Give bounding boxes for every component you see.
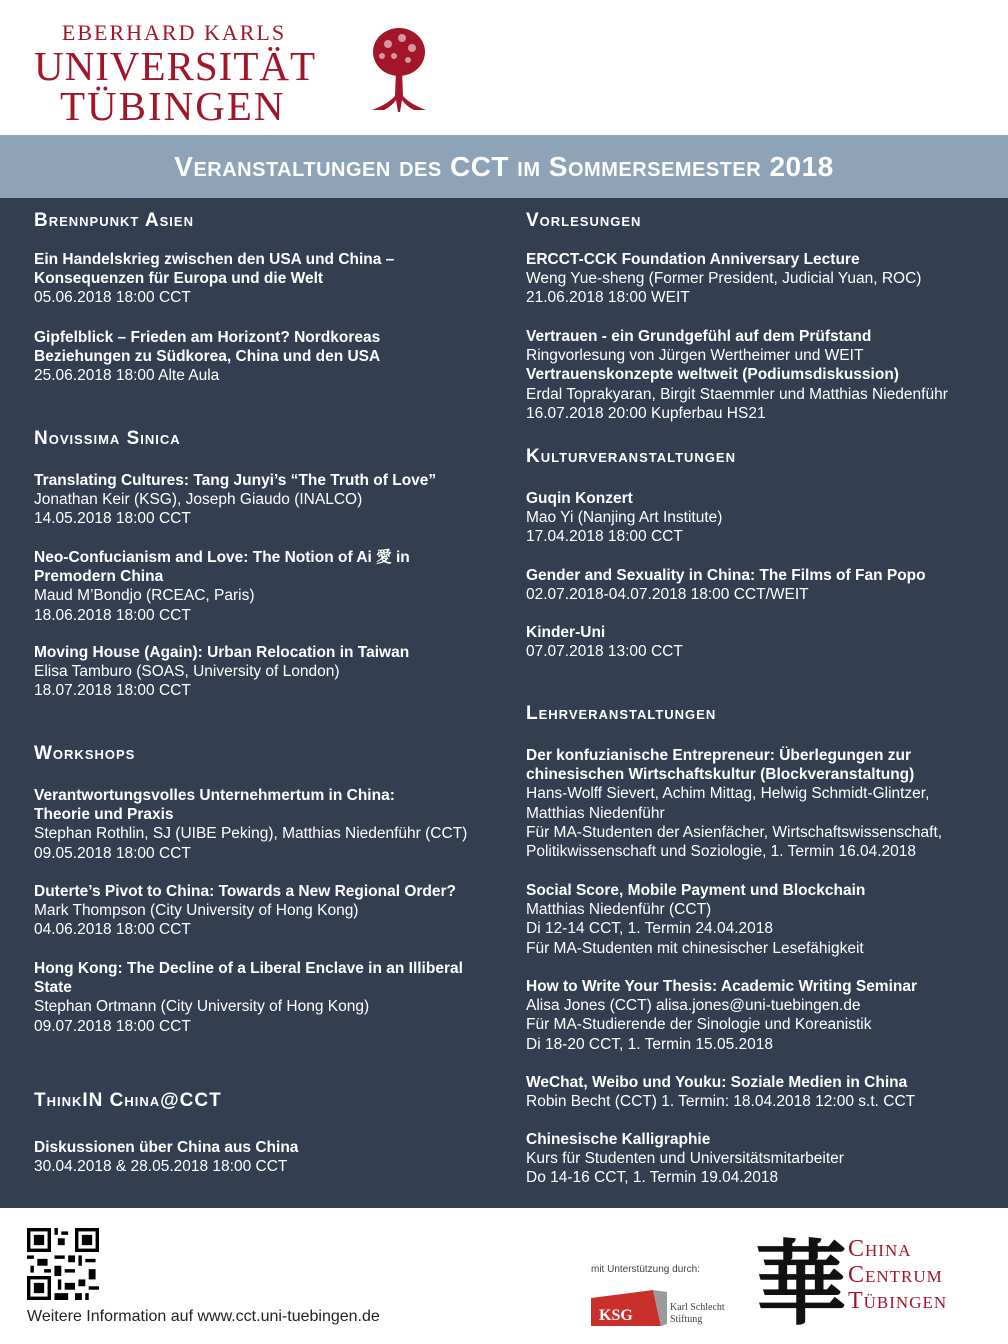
cct-logo-line: Tübingen (848, 1288, 948, 1314)
event-title: Gender and Sexuality in China: The Films of Fan Popo (526, 567, 926, 584)
event-item (34, 328, 504, 386)
event-detail: Di 18-20 CCT, 1. Termin 15.05.2018 (526, 1035, 773, 1053)
footer (0, 1208, 1008, 1344)
event-item (526, 250, 996, 308)
event-detail: 18.07.2018 18:00 CCT (34, 682, 191, 700)
event-item (526, 1073, 996, 1111)
event-detail: 09.05.2018 18:00 CCT (34, 844, 191, 862)
support-label: mit Unterstützung durch: (591, 1264, 700, 1275)
event-title: Verantwortungsvolles Unternehmertum in China: (34, 787, 395, 804)
event-detail: Stephan Rothlin, SJ (UIBE Peking), Matthias Niedenführ (CCT) (34, 825, 468, 843)
event-detail: 09.07.2018 18:00 CCT (34, 1017, 191, 1035)
event-detail: 14.05.2018 18:00 CCT (34, 510, 191, 528)
event-title: How to Write Your Thesis: Academic Writing Seminar (526, 978, 918, 995)
section-heading-workshops: Workshops (34, 743, 136, 764)
event-title: Duterte’s Pivot to China: Towards a New Regional Order? (34, 883, 457, 900)
event-title: Theorie und Praxis (34, 806, 174, 824)
event-title: Vertrauen - ein Grundgefühl auf dem Prüfstand (526, 328, 872, 345)
event-title: Konsequenzen für Europa und die Welt (34, 270, 324, 288)
university-logo-line3: TÜBINGEN (60, 83, 286, 129)
ksg-name (670, 1302, 725, 1326)
hua-character: 華 (755, 1230, 848, 1338)
event-detail: Ringvorlesung von Jürgen Wertheimer und WEIT (526, 347, 864, 365)
title-banner (0, 135, 1008, 198)
section-heading-lehr: Lehrveranstaltungen (526, 703, 717, 724)
ksg-name-line: Karl Schlecht (670, 1302, 725, 1313)
event-title: Chinesische Kalligraphie (526, 1131, 711, 1148)
event-detail: 30.04.2018 & 28.05.2018 18:00 CCT (34, 1158, 288, 1176)
hua-calligraphy (755, 1216, 848, 1342)
event-item (526, 977, 996, 1054)
event-detail: Kurs für Studenten und Universitätsmitarbeiter (526, 1150, 844, 1168)
event-title: Translating Cultures: Tang Junyi’s “The Truth of Love” (34, 472, 437, 489)
event-detail: Für MA-Studenten der Asienfächer, Wirtschaftswissenschaft, (526, 823, 943, 841)
event-title: Guqin Konzert (526, 490, 633, 507)
cct-logo-line: Centrum (848, 1262, 943, 1288)
section-heading-brennpunkt: Brennpunkt Asien (34, 210, 194, 231)
event-title: Ein Handelskrieg zwischen den USA und China – (34, 251, 395, 268)
event-detail: Hans-Wolff Sievert, Achim Mittag, Helwig Schmidt-Glintzer, (526, 785, 930, 803)
university-logo (34, 20, 334, 129)
page-title: Veranstaltungen des CCT im Sommersemester 2018 (174, 150, 834, 182)
event-title: Moving House (Again): Urban Relocation in Taiwan (34, 644, 410, 661)
section-heading-vorlesungen: Vorlesungen (526, 210, 642, 231)
event-detail: Alisa Jones (CCT) alisa.jones@uni-tuebingen.de (526, 997, 861, 1015)
university-logo-line2: UNIVERSITÄT (34, 43, 317, 89)
event-detail: Jonathan Keir (KSG), Joseph Giaudo (INALCO) (34, 491, 363, 509)
section-heading-thinkin: ThinkIN China@CCT (34, 1090, 222, 1111)
event-title: Neo-Confucianism and Love: The Notion of Ai 愛 in (34, 549, 410, 566)
event-detail: 05.06.2018 18:00 CCT (34, 289, 191, 307)
event-item (526, 623, 996, 661)
event-title: Hong Kong: The Decline of a Liberal Enclave in an Illiberal (34, 960, 463, 977)
event-item (34, 959, 504, 1036)
ksg-name-line: Stiftung (670, 1314, 703, 1325)
event-title: Kinder-Uni (526, 624, 606, 641)
header (0, 0, 1008, 135)
cct-logo-line: China (848, 1236, 912, 1262)
event-title: WeChat, Weibo und Youku: Soziale Medien in China (526, 1074, 908, 1091)
event-title: chinesischen Wirtschaftskultur (Blockveranstaltung) (526, 766, 915, 784)
qr-code-icon (27, 1228, 99, 1300)
event-item (34, 471, 504, 529)
event-detail: 04.06.2018 18:00 CCT (34, 921, 191, 939)
event-item (526, 746, 996, 861)
cct-logo (848, 1236, 947, 1314)
event-title: Gipfelblick – Frieden am Horizont? Nordkoreas (34, 329, 381, 346)
event-detail: 17.04.2018 18:00 CCT (526, 528, 683, 546)
event-detail: 16.07.2018 20:00 Kupferbau HS21 (526, 404, 766, 422)
event-item (34, 882, 504, 940)
event-item (526, 327, 996, 423)
event-item (34, 786, 504, 863)
event-title: Premodern China (34, 568, 164, 586)
event-title: Der konfuzianische Entrepreneur: Überlegungen zur (526, 747, 911, 764)
event-detail: 02.07.2018-04.07.2018 18:00 CCT/WEIT (526, 586, 809, 604)
event-item (526, 881, 996, 958)
event-detail: Robin Becht (CCT) 1. Termin: 18.04.2018 12:00 s.t. CCT (526, 1093, 916, 1111)
event-detail: Do 14-16 CCT, 1. Termin 19.04.2018 (526, 1169, 779, 1187)
ksg-logo-text: KSG (599, 1307, 633, 1324)
event-detail: Politikwissenschaft und Soziologie, 1. Termin 16.04.2018 (526, 843, 917, 861)
event-title: Vertrauenskonzepte weltweit (Podiumsdiskussion) (526, 366, 899, 384)
event-detail: Maud M’Bondjo (RCEAC, Paris) (34, 587, 255, 605)
university-logo-line1: EBERHARD KARLS (61, 20, 287, 45)
event-title: Diskussionen über China aus China (34, 1139, 299, 1156)
event-detail: Weng Yue-sheng (Former President, Judicial Yuan, ROC) (526, 270, 922, 288)
event-detail: Matthias Niedenführ (CCT) (526, 901, 712, 919)
event-item (34, 548, 504, 625)
event-detail: Stephan Ortmann (City University of Hong Kong) (34, 998, 370, 1016)
ksg-logo (591, 1290, 667, 1326)
event-detail: Elisa Tamburo (SOAS, University of London) (34, 663, 340, 681)
event-detail: 25.06.2018 18:00 Alte Aula (34, 367, 220, 385)
event-title: Beziehungen zu Südkorea, China und den USA (34, 348, 381, 366)
event-detail: 18.06.2018 18:00 CCT (34, 606, 191, 624)
event-detail: Mao Yi (Nanjing Art Institute) (526, 509, 723, 527)
event-item (34, 250, 504, 308)
event-detail: Erdal Toprakyaran, Birgit Staemmler und Matthias Niedenführ (526, 385, 948, 403)
tree-logo-icon (370, 26, 428, 114)
event-item (526, 1130, 996, 1188)
event-item (34, 643, 504, 701)
section-heading-kultur: Kulturveranstaltungen (526, 446, 736, 467)
event-item (526, 489, 996, 547)
event-detail: Di 12-14 CCT, 1. Termin 24.04.2018 (526, 920, 773, 938)
event-detail: 21.06.2018 18:00 WEIT (526, 289, 690, 307)
event-detail: Für MA-Studenten mit chinesischer Lesefähigkeit (526, 939, 864, 957)
event-detail: Für MA-Studierende der Sinologie und Koreanistik (526, 1016, 872, 1034)
event-title: Social Score, Mobile Payment und Blockchain (526, 882, 866, 899)
event-title: ERCCT-CCK Foundation Anniversary Lecture (526, 251, 860, 268)
section-heading-novissima: Novissima Sinica (34, 428, 181, 449)
event-detail: 07.07.2018 13:00 CCT (526, 643, 683, 661)
event-item (34, 1138, 504, 1176)
event-item (526, 566, 996, 604)
event-detail: Matthias Niedenführ (526, 804, 665, 822)
event-detail: Mark Thompson (City University of Hong Kong) (34, 902, 359, 920)
event-title: State (34, 979, 72, 997)
footer-info: Weitere Information auf www.cct.uni-tuebingen.de (27, 1308, 380, 1325)
event-panel (0, 198, 1008, 1208)
